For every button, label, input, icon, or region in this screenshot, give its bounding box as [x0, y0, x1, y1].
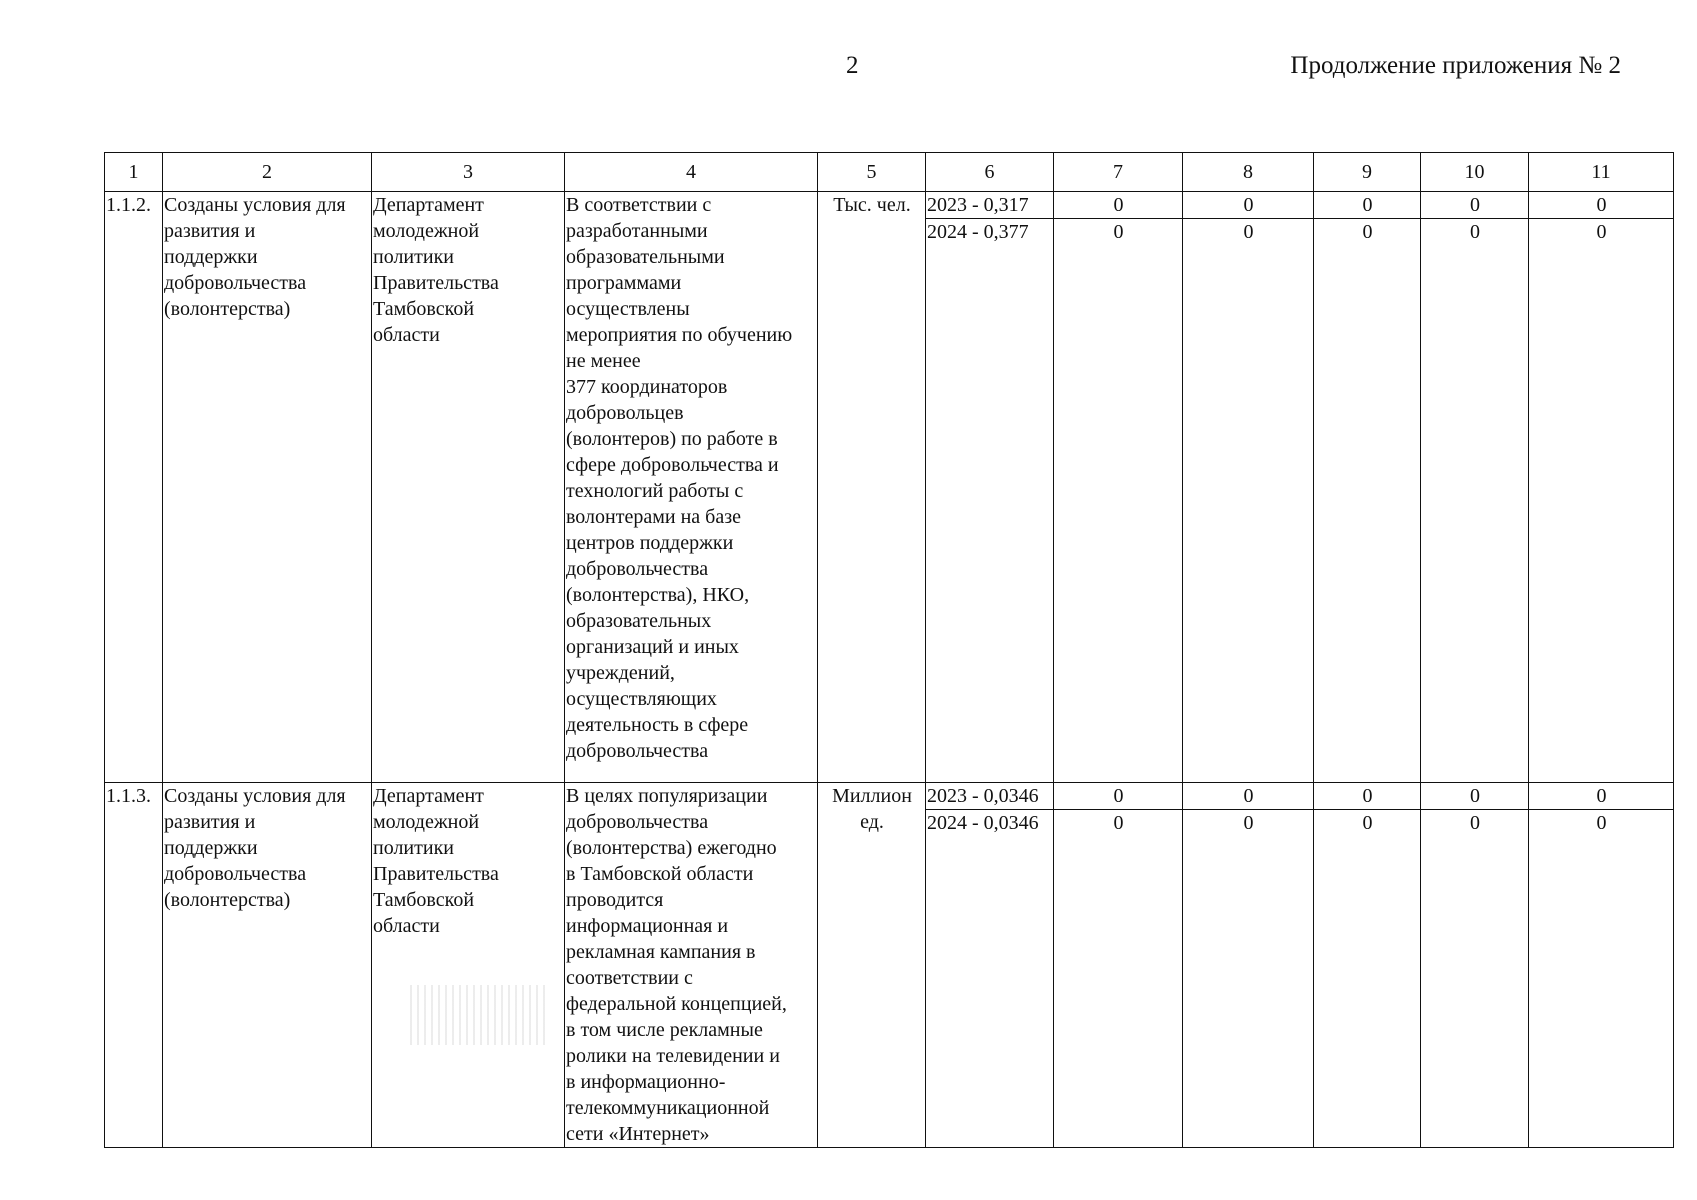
value: 0 — [1362, 221, 1373, 243]
row-number: 1.1.2. — [105, 192, 163, 783]
scan-artifact — [410, 985, 550, 1045]
column-header: 3 — [372, 153, 565, 192]
result-cell: Созданы условия для развития и поддержки добровольчества (волонтерства) — [163, 783, 372, 1148]
value-cell — [1314, 783, 1421, 1148]
value-cell — [1314, 192, 1421, 783]
year-value: 2023 - 0,0346 — [926, 783, 1053, 810]
column-header: 10 — [1421, 153, 1529, 192]
column-header: 7 — [1054, 153, 1183, 192]
year-value: 2024 - 0,0346 — [927, 812, 1039, 834]
value: 0 — [1421, 783, 1528, 810]
page-number: 2 — [846, 52, 859, 79]
value: 0 — [1470, 221, 1480, 243]
year-value: 2023 - 0,317 — [926, 192, 1053, 219]
value-cell — [1054, 783, 1183, 1148]
unit-cell: Миллион ед. — [818, 783, 926, 1148]
value: 0 — [1596, 812, 1607, 834]
value: 0 — [1529, 192, 1673, 219]
data-table — [104, 152, 1674, 1148]
value-cell — [1529, 783, 1674, 1148]
column-header-row — [105, 153, 1674, 192]
description-cell: В соответствии с разработанными образовательными программами осуществлены мероприятия по обучению не менее 377 координаторов добровольцев (волонтеров) по работе в сфере добровольчества и технологий работы с волонтерами на базе центров поддержки добровольчества (волонтерства), НКО, образовательных организаций и иных учреждений, осуществляющих деятельность в сфере добровольчества — [565, 192, 818, 783]
value-cell — [1529, 192, 1674, 783]
result-cell: Созданы условия для развития и поддержки добровольчества (волонтерства) — [163, 192, 372, 783]
column-header: 1 — [105, 153, 163, 192]
column-header: 8 — [1183, 153, 1314, 192]
column-header: 6 — [926, 153, 1054, 192]
description-cell: В целях популяризации добровольчества (волонтерства) ежегодно в Тамбовской области проводится информационная и рекламная кампания в соответствии с федеральной концепцией, в том числе рекламные ролики на телевидении и в информационно- телекоммуникационной сети «Интернет» — [565, 783, 818, 1148]
continuation-label: Продолжение приложения № 2 — [1290, 52, 1621, 79]
value: 0 — [1243, 221, 1254, 243]
table-row — [105, 783, 1674, 1148]
value: 0 — [1529, 783, 1673, 810]
value-cell — [1421, 783, 1529, 1148]
column-header: 5 — [818, 153, 926, 192]
value: 0 — [1183, 192, 1313, 219]
value: 0 — [1113, 812, 1124, 834]
value: 0 — [1183, 783, 1313, 810]
value-cell — [1183, 192, 1314, 783]
column-header: 2 — [163, 153, 372, 192]
value: 0 — [1243, 812, 1254, 834]
year-value-cell — [926, 192, 1054, 783]
department-cell: Департамент молодежной политики Правительства Тамбовской области — [372, 192, 565, 783]
year-value: 2024 - 0,377 — [927, 221, 1029, 243]
value: 0 — [1470, 812, 1480, 834]
value: 0 — [1596, 221, 1607, 243]
year-value-cell — [926, 783, 1054, 1148]
value: 0 — [1054, 192, 1182, 219]
row-number: 1.1.3. — [105, 783, 163, 1148]
value-cell — [1421, 192, 1529, 783]
value-cell — [1183, 783, 1314, 1148]
value: 0 — [1314, 783, 1420, 810]
column-header: 4 — [565, 153, 818, 192]
value: 0 — [1054, 783, 1182, 810]
table-row — [105, 192, 1674, 783]
value: 0 — [1113, 221, 1124, 243]
value-cell — [1054, 192, 1183, 783]
department-cell: Департамент молодежной политики Правительства Тамбовской области — [372, 783, 565, 1148]
column-header: 9 — [1314, 153, 1421, 192]
column-header: 11 — [1529, 153, 1674, 192]
value: 0 — [1421, 192, 1528, 219]
unit-cell: Тыс. чел. — [818, 192, 926, 783]
value: 0 — [1362, 812, 1373, 834]
value: 0 — [1314, 192, 1420, 219]
